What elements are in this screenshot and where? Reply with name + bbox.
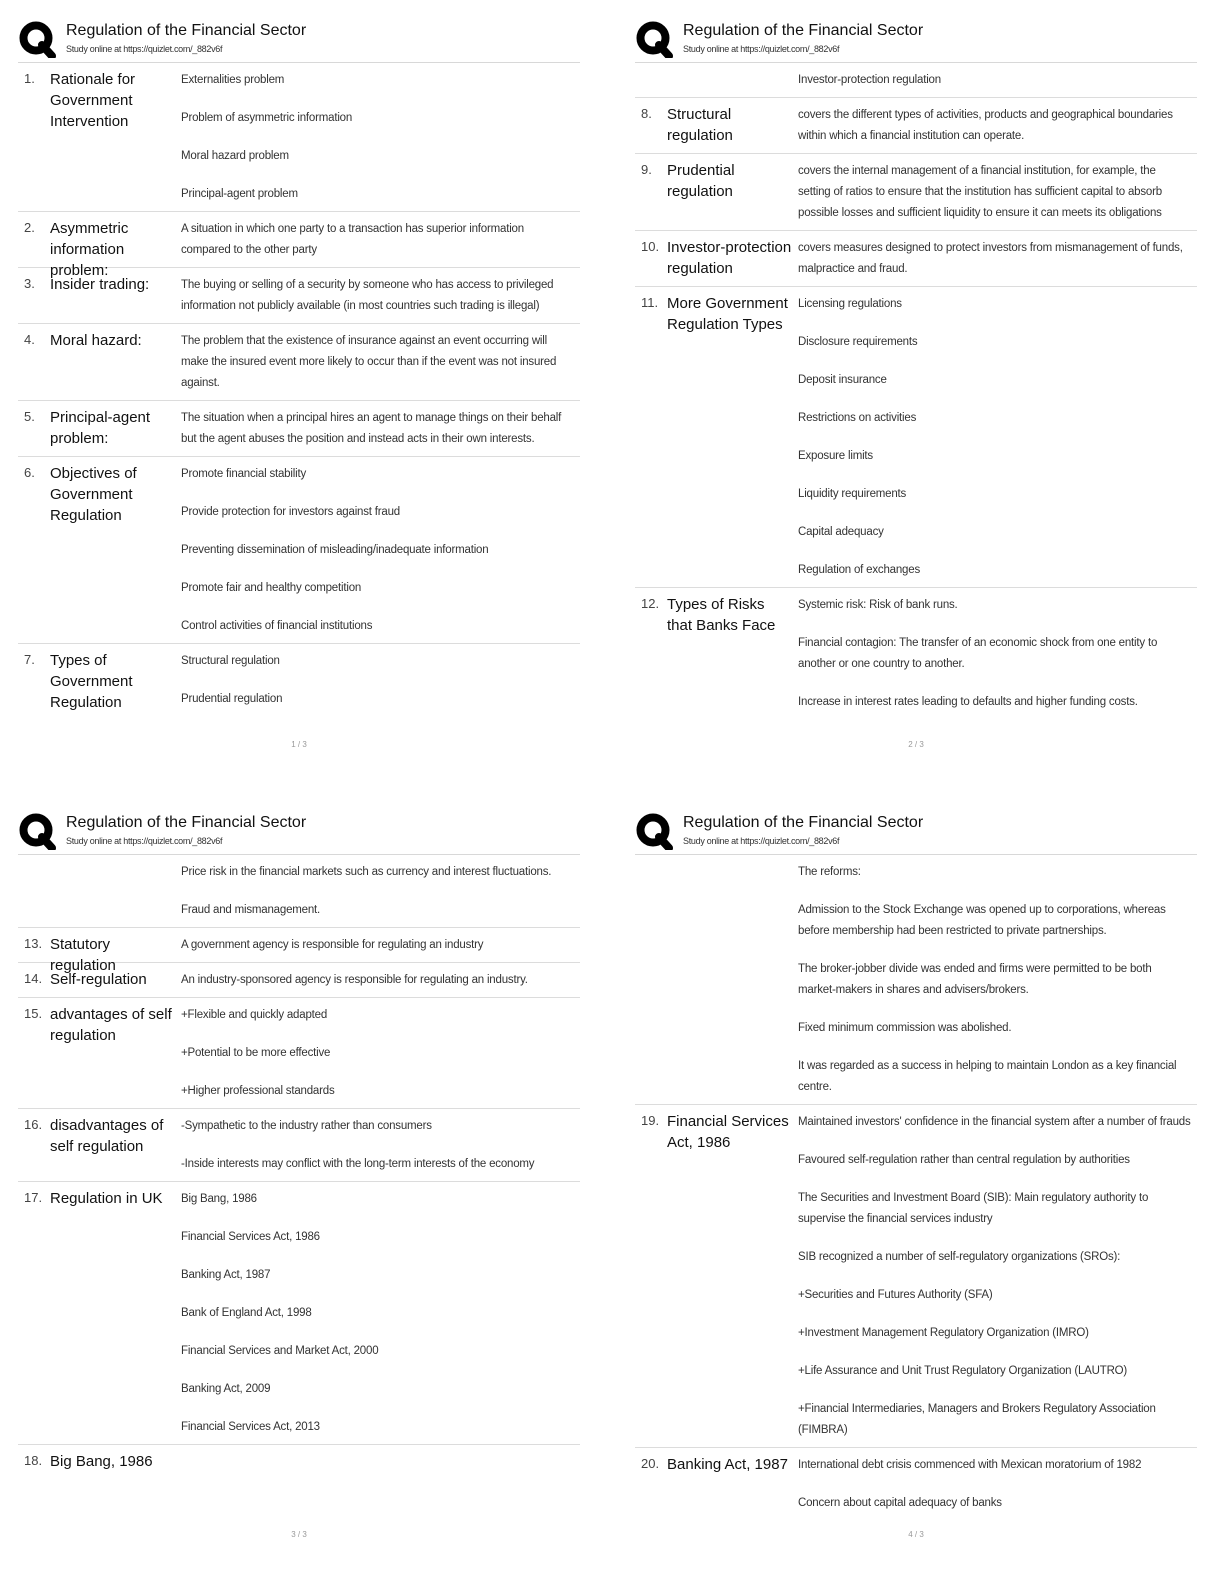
term-number: 8. bbox=[641, 106, 652, 121]
definition-item: Prudential regulation bbox=[181, 693, 283, 705]
definition-list bbox=[181, 1189, 574, 1438]
definition-item: It was regarded as a success in helping to maintain London as a key financial centre. bbox=[798, 1060, 1177, 1093]
definition-list bbox=[181, 408, 574, 450]
definition-item: Licensing regulations bbox=[798, 298, 902, 310]
definition-item: The situation when a principal hires an agent to manage things on their behalf but the agent abuses the position and instead acts in their own interests. bbox=[181, 412, 562, 445]
term-number: 6. bbox=[24, 465, 35, 480]
definition-item: Regulation of exchanges bbox=[798, 564, 920, 576]
document-page bbox=[18, 18, 580, 716]
definition-item: A situation in which one party to a transaction has superior information compared to the other party bbox=[181, 223, 524, 256]
definition-item: Admission to the Stock Exchange was opened up to corporations, whereas before membership had been restricted to private partnerships. bbox=[798, 904, 1166, 937]
term-label: Structural regulation bbox=[667, 106, 733, 144]
term-row bbox=[635, 588, 1197, 719]
definition-item: Control activities of financial institutions bbox=[181, 620, 373, 632]
term-number: 11. bbox=[641, 295, 659, 310]
definition-list bbox=[181, 275, 574, 317]
term-label: Investor-protection regulation bbox=[667, 239, 792, 277]
term-row bbox=[18, 324, 580, 401]
definition-item: +Flexible and quickly adapted bbox=[181, 1009, 328, 1021]
definition-item: Fixed minimum commission was abolished. bbox=[798, 1022, 1012, 1034]
term-number: 3. bbox=[24, 276, 35, 291]
definition-item: Banking Act, 1987 bbox=[181, 1269, 271, 1281]
definition-item: The broker-jobber divide was ended and firms were permitted to be both market-makers in shares and advisers/brokers. bbox=[798, 963, 1152, 996]
definition-item: SIB recognized a number of self-regulatory organizations (SROs): bbox=[798, 1251, 1121, 1263]
definition-list bbox=[181, 651, 574, 710]
term-number: 15. bbox=[24, 1006, 43, 1021]
term-number: 9. bbox=[641, 162, 652, 177]
term-row bbox=[18, 998, 580, 1109]
definition-item: +Potential to be more effective bbox=[181, 1047, 331, 1059]
definition-item: Structural regulation bbox=[181, 655, 280, 667]
term-row bbox=[635, 154, 1197, 231]
definition-item: Capital adequacy bbox=[798, 526, 884, 538]
definition-list bbox=[181, 1116, 574, 1175]
definition-item: Favoured self-regulation rather than central regulation by authorities bbox=[798, 1154, 1130, 1166]
term-number: 13. bbox=[24, 936, 43, 951]
quizlet-logo-icon bbox=[18, 20, 56, 58]
definition-item: A government agency is responsible for regulating an industry bbox=[181, 939, 484, 951]
definition-list bbox=[181, 331, 574, 394]
quizlet-logo-icon bbox=[18, 812, 56, 850]
study-online-link[interactable]: Study online at https://quizlet.com/_882v6f bbox=[66, 44, 223, 54]
term-label: Regulation in UK bbox=[50, 1190, 163, 1207]
definition-item: Banking Act, 2009 bbox=[181, 1383, 271, 1395]
definition-item: The problem that the existence of insurance against an event occurring will make the insured event more likely to occur than if the event was not insured against. bbox=[181, 335, 557, 389]
definition-item: Maintained investors' confidence in the financial system after a number of frauds bbox=[798, 1116, 1191, 1128]
definition-item: Big Bang, 1986 bbox=[181, 1193, 257, 1205]
page-number: 2 / 3 bbox=[908, 740, 924, 749]
definition-item: Problem of asymmetric information bbox=[181, 112, 353, 124]
definition-item: Promote financial stability bbox=[181, 468, 306, 480]
definition-item: Moral hazard problem bbox=[181, 150, 289, 162]
page-header bbox=[635, 18, 1197, 63]
term-row bbox=[18, 457, 580, 644]
term-row bbox=[18, 855, 580, 928]
term-row bbox=[635, 63, 1197, 98]
definition-item: The Securities and Investment Board (SIB): Main regulatory authority to supervise the financial services industry bbox=[798, 1192, 1149, 1225]
page-title: Regulation of the Financial Sector bbox=[683, 22, 924, 39]
page-header bbox=[635, 810, 1197, 855]
term-label: Self-regulation bbox=[50, 971, 147, 988]
definition-item: Preventing dissemination of misleading/inadequate information bbox=[181, 544, 489, 556]
definition-item: Restrictions on activities bbox=[798, 412, 917, 424]
definition-item: Promote fair and healthy competition bbox=[181, 582, 362, 594]
page-number: 1 / 3 bbox=[291, 740, 307, 749]
term-label: Statutory regulation bbox=[50, 936, 116, 974]
study-online-link[interactable]: Study online at https://quizlet.com/_882v6f bbox=[683, 836, 840, 846]
definition-list bbox=[798, 238, 1191, 280]
term-row bbox=[18, 63, 580, 212]
definition-list bbox=[798, 1455, 1191, 1514]
definition-item: Price risk in the financial markets such as currency and interest fluctuations. bbox=[181, 866, 552, 878]
definition-item: Concern about capital adequacy of banks bbox=[798, 1497, 1002, 1509]
definition-list bbox=[181, 935, 574, 956]
page-number: 4 / 3 bbox=[908, 1530, 924, 1539]
term-label: Types of Government Regulation bbox=[50, 652, 133, 711]
quizlet-logo-icon bbox=[635, 812, 673, 850]
definition-item: An industry-sponsored agency is responsible for regulating an industry. bbox=[181, 974, 528, 986]
term-label: Principal-agent problem: bbox=[50, 409, 151, 447]
definition-item: -Sympathetic to the industry rather than consumers bbox=[181, 1120, 432, 1132]
term-label: Banking Act, 1987 bbox=[667, 1456, 788, 1473]
definition-list bbox=[181, 1452, 574, 1473]
definition-item: Provide protection for investors against fraud bbox=[181, 506, 401, 518]
definition-item: Investor-protection regulation bbox=[798, 74, 941, 86]
definition-item: Financial Services and Market Act, 2000 bbox=[181, 1345, 379, 1357]
term-row bbox=[18, 963, 580, 998]
term-number: 4. bbox=[24, 332, 35, 347]
definition-item: +Financial Intermediaries, Managers and Brokers Regulatory Association (FIMBRA) bbox=[798, 1403, 1156, 1436]
definition-list bbox=[181, 970, 574, 991]
definition-list bbox=[181, 70, 574, 205]
definition-item: Financial Services Act, 2013 bbox=[181, 1421, 320, 1433]
term-label: Big Bang, 1986 bbox=[50, 1453, 153, 1470]
term-label: Types of Risks that Banks Face bbox=[667, 596, 776, 634]
term-row bbox=[18, 644, 580, 716]
definition-item: The reforms: bbox=[798, 866, 861, 878]
term-row bbox=[635, 855, 1197, 1105]
quizlet-logo-icon bbox=[635, 20, 673, 58]
term-row bbox=[18, 928, 580, 974]
definition-list bbox=[798, 105, 1191, 147]
document-page bbox=[18, 810, 580, 1479]
definition-item: +Higher professional standards bbox=[181, 1085, 335, 1097]
definition-item: covers the different types of activities, products and geographical boundaries within which a financial institution can operate. bbox=[798, 109, 1173, 142]
definition-item: Systemic risk: Risk of bank runs. bbox=[798, 599, 958, 611]
document-page bbox=[635, 810, 1197, 1520]
term-row bbox=[18, 268, 580, 324]
term-number: 1. bbox=[24, 71, 35, 86]
definition-item: Liquidity requirements bbox=[798, 488, 907, 500]
term-label: Rationale for Government Intervention bbox=[50, 71, 136, 130]
term-row bbox=[18, 1182, 580, 1445]
term-label: Insider trading: bbox=[50, 276, 150, 293]
term-label: Asymmetric information problem: bbox=[50, 220, 129, 279]
term-row bbox=[18, 1445, 580, 1479]
term-number: 5. bbox=[24, 409, 35, 424]
term-row bbox=[635, 287, 1197, 588]
page-header bbox=[18, 810, 580, 855]
term-number: 19. bbox=[641, 1113, 660, 1128]
term-label: Prudential regulation bbox=[667, 162, 735, 200]
definition-list bbox=[181, 1005, 574, 1102]
definition-item: +Securities and Futures Authority (SFA) bbox=[798, 1289, 993, 1301]
definition-list bbox=[798, 1112, 1191, 1441]
document-page bbox=[635, 18, 1197, 719]
term-number: 10. bbox=[641, 239, 660, 254]
definition-list bbox=[798, 294, 1191, 581]
term-row bbox=[18, 212, 580, 279]
term-number: 17. bbox=[24, 1190, 43, 1205]
definition-list bbox=[798, 70, 1191, 91]
term-label: Financial Services Act, 1986 bbox=[667, 1113, 789, 1151]
term-label: advantages of self regulation bbox=[50, 1006, 172, 1044]
page-header bbox=[18, 18, 580, 63]
definition-item: International debt crisis commenced with Mexican moratorium of 1982 bbox=[798, 1459, 1142, 1471]
term-label: More Government Regulation Types bbox=[667, 295, 788, 333]
page-title: Regulation of the Financial Sector bbox=[66, 814, 307, 831]
definition-list bbox=[181, 862, 574, 921]
definition-item: Increase in interest rates leading to defaults and higher funding costs. bbox=[798, 696, 1138, 708]
term-number: 18. bbox=[24, 1453, 43, 1468]
term-row bbox=[635, 231, 1197, 287]
definition-item: covers the internal management of a financial institution, for example, the setting of ratios to ensure that the institution has sufficient capital to absorb possible losses and sufficient liquidity to ensure it can meets its obligations bbox=[798, 165, 1162, 219]
term-label: Objectives of Government Regulation bbox=[50, 465, 137, 524]
term-row bbox=[635, 98, 1197, 154]
definition-item: Externalities problem bbox=[181, 74, 285, 86]
definition-item: Fraud and mismanagement. bbox=[181, 904, 321, 916]
definition-item: Financial Services Act, 1986 bbox=[181, 1231, 320, 1243]
term-number: 20. bbox=[641, 1456, 660, 1471]
term-row bbox=[635, 1105, 1197, 1448]
study-online-link[interactable]: Study online at https://quizlet.com/_882v6f bbox=[683, 44, 840, 54]
definition-item: The buying or selling of a security by someone who has access to privileged information not publicly available (in most countries such trading is illegal) bbox=[181, 279, 554, 312]
page-number: 3 / 3 bbox=[291, 1530, 307, 1539]
term-row bbox=[635, 1448, 1197, 1520]
page-title: Regulation of the Financial Sector bbox=[66, 22, 307, 39]
definition-item: +Life Assurance and Unit Trust Regulatory Organization (LAUTRO) bbox=[798, 1365, 1128, 1377]
definition-item: Exposure limits bbox=[798, 450, 873, 462]
definition-list bbox=[181, 464, 574, 637]
definition-item: Principal-agent problem bbox=[181, 188, 298, 200]
definition-item: Deposit insurance bbox=[798, 374, 887, 386]
term-number: 16. bbox=[24, 1117, 43, 1132]
definition-item: Bank of England Act, 1998 bbox=[181, 1307, 312, 1319]
term-number: 14. bbox=[24, 971, 43, 986]
definition-item: +Investment Management Regulatory Organization (IMRO) bbox=[798, 1327, 1089, 1339]
page-title: Regulation of the Financial Sector bbox=[683, 814, 924, 831]
term-row bbox=[18, 401, 580, 457]
definition-item: Financial contagion: The transfer of an economic shock from one entity to another or one country to another. bbox=[798, 637, 1158, 670]
term-label: Moral hazard: bbox=[50, 332, 142, 349]
term-label: disadvantages of self regulation bbox=[50, 1117, 164, 1155]
term-row bbox=[18, 1109, 580, 1182]
definition-item: Disclosure requirements bbox=[798, 336, 918, 348]
term-number: 2. bbox=[24, 220, 35, 235]
term-number: 12. bbox=[641, 596, 660, 611]
definition-list bbox=[798, 161, 1191, 224]
definition-item: covers measures designed to protect investors from mismanagement of funds, malpractice and fraud. bbox=[798, 242, 1183, 275]
study-online-link[interactable]: Study online at https://quizlet.com/_882v6f bbox=[66, 836, 223, 846]
definition-list bbox=[798, 595, 1191, 713]
definition-list bbox=[798, 862, 1191, 1098]
definition-list bbox=[181, 219, 574, 261]
definition-item: -Inside interests may conflict with the long-term interests of the economy bbox=[181, 1158, 535, 1170]
term-number: 7. bbox=[24, 652, 35, 667]
